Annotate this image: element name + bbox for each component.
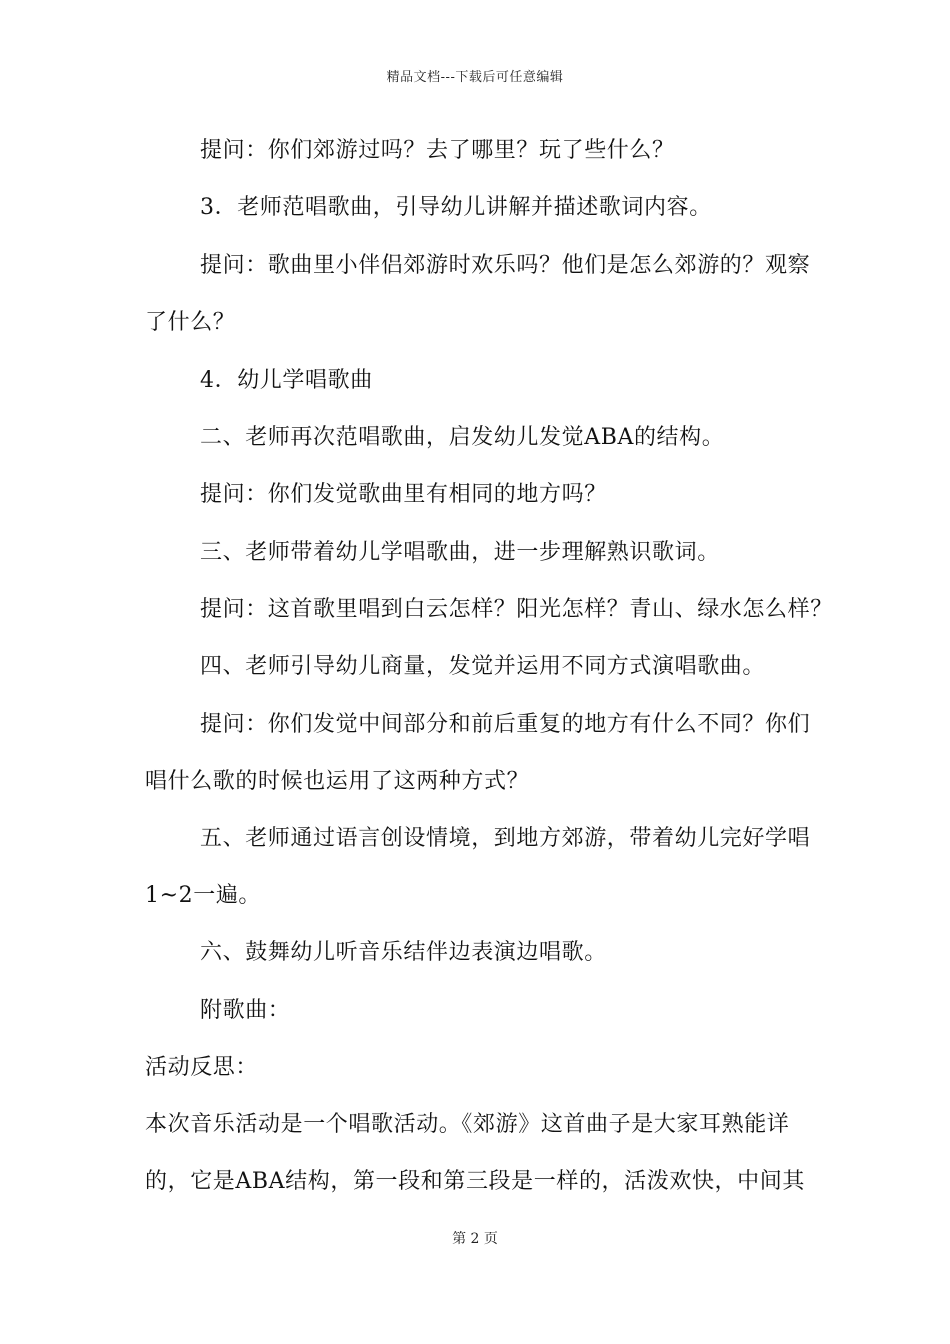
paragraph-line: 六、鼓舞幼儿听音乐结伴边表演边唱歌。 [200,940,607,965]
paragraph-line: 三、老师带着幼儿学唱歌曲，进一步理解熟识歌词。 [200,540,720,565]
paragraph-line: 提问：这首歌里唱到白云怎样？阳光怎样？青山、绿水怎么样？ [200,597,833,622]
paragraph-line: 五、老师通过语言创设情境，到地方郊游，带着幼儿完好学唱 [200,826,811,851]
paragraph-line: 提问：你们发觉中间部分和前后重复的地方有什么不同？你们 [200,712,811,737]
paragraph-line: 提问：你们郊游过吗？去了哪里？玩了些什么？ [200,138,675,163]
paragraph-line: 提问：歌曲里小伴侣郊游时欢乐吗？他们是怎么郊游的？观察 [200,253,811,278]
paragraph-line: 本次音乐活动是一个唱歌活动。《郊游》这首曲子是大家耳熟能详 [145,1112,790,1137]
paragraph-line: 4．幼儿学唱歌曲 [200,368,373,393]
paragraph-line: 提问：你们发觉歌曲里有相同的地方吗？ [200,482,607,507]
paragraph-line: 二、老师再次范唱歌曲，启发幼儿发觉ABA的结构。 [200,425,725,450]
paragraph-line: 附歌曲： [200,998,291,1023]
page-number: 第 2 页 [452,1231,498,1247]
page-header: 精品文档---下载后可任意编辑 [386,70,564,85]
paragraph-line: 3．老师范唱歌曲，引导幼儿讲解并描述歌词内容。 [200,195,712,220]
paragraph-line: 1~2一遍。 [145,883,262,908]
paragraph-line: 唱什么歌的时候也运用了这两种方式？ [145,769,530,794]
paragraph-line: 四、老师引导幼儿商量，发觉并运用不同方式演唱歌曲。 [200,654,766,679]
section-heading: 活动反思： [145,1055,259,1080]
paragraph-line: 的，它是ABA结构，第一段和第三段是一样的，活泼欢快，中间其 [145,1169,805,1194]
paragraph-line: 了什么？ [145,310,236,335]
